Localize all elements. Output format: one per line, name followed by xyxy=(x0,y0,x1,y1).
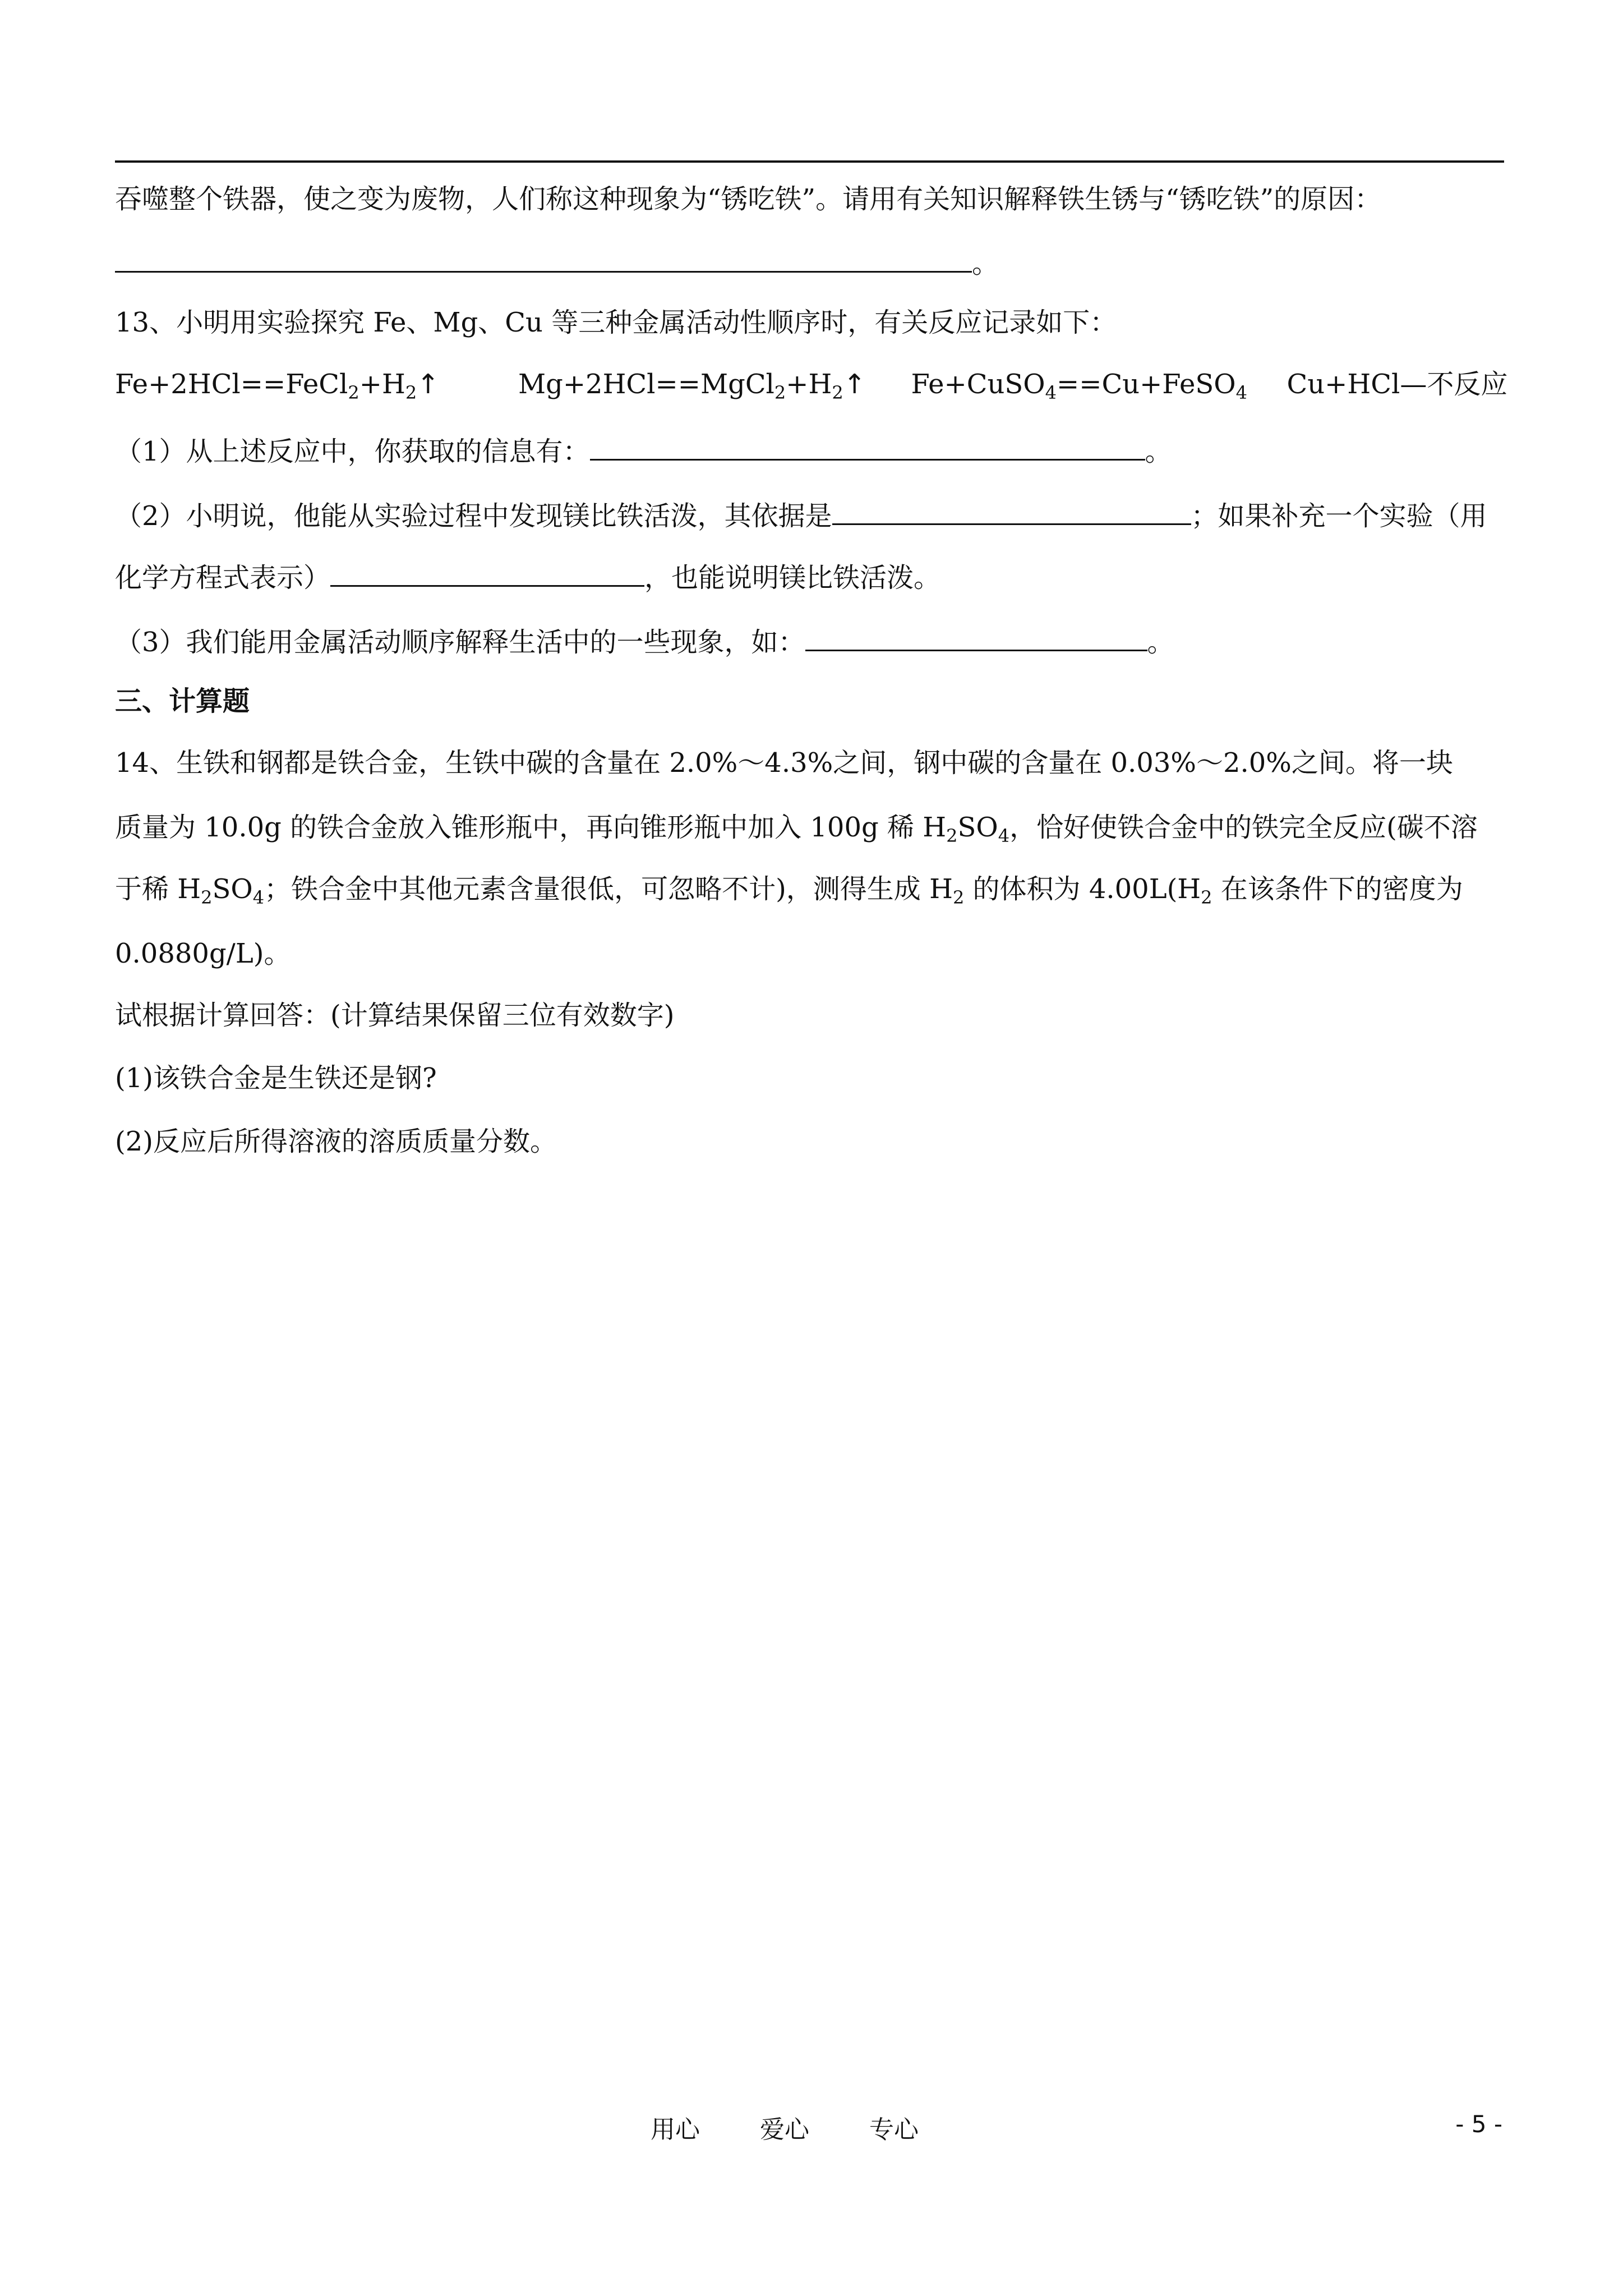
equation-cu-hcl: Cu+HCl—不反应 xyxy=(1287,369,1508,400)
footer-text-1: 用心 xyxy=(651,2115,700,2144)
blank-part2-equation[interactable] xyxy=(330,558,644,587)
q14-instruction: 试根据计算回答：(计算结果保留三位有效数字) xyxy=(115,1000,675,1031)
equation-fe-hcl: $Fe+2HCl==FeCl_2+H_2↑$ xyxy=(115,369,440,403)
q14-line4: 0.0880g/L)。 xyxy=(115,938,291,969)
equation-fe-cuso4: Fe+CuSO$_4$==Cu+FeSO$_4$ xyxy=(911,369,1247,403)
q14-sub1: (1)该铁合金是生铁还是钢? xyxy=(115,1062,437,1094)
blank-part1[interactable] xyxy=(590,432,1145,461)
blank-rust[interactable] xyxy=(115,244,972,273)
q13-equations xyxy=(115,367,1507,401)
footer-text-3: 专心 xyxy=(869,2115,919,2144)
q13-part2-line1: （2）小明说，他能从实验过程中发现镁比铁活泼，其依据是 ；如果补充一个实验（用 xyxy=(115,496,1487,533)
page-number: - 5 - xyxy=(1455,2110,1502,2138)
section-heading: 三、计算题 xyxy=(115,685,250,717)
equation-mg-hcl: $Mg+2HCl==MgCl_2+H_2↑$ xyxy=(518,369,866,403)
footer-text-2: 爱心 xyxy=(760,2115,809,2144)
q14-sub2: (2)反应后所得溶液的溶质质量分数。 xyxy=(115,1126,557,1157)
q13-part2-line2: 化学方程式表示） ，也能说明镁比铁活泼。 xyxy=(115,558,940,595)
q14-line1: 14、生铁和钢都是铁合金，生铁中碳的含量在 2.0%～4.3%之间，钢中碳的含量在 0.03%～2.0%之间。将一块 xyxy=(115,747,1453,779)
q13-part3: （3）我们能用金属活动顺序解释生活中的一些现象，如： 。 xyxy=(115,623,1174,659)
end-mark: 。 xyxy=(972,248,999,279)
q14-line2: 质量为 10.0g 的铁合金放入锥形瓶中，再向锥形瓶中加入 100g 稀 $H_2SO_4$，恰好使铁合金中的铁完全反应(碳不溶 xyxy=(115,812,1478,846)
q13-stem: 13、小明用实验探究 Fe、Mg、Cu 等三种金属活动性顺序时，有关反应记录如下： xyxy=(115,307,1117,338)
blank-part3[interactable] xyxy=(805,623,1147,651)
q14-line3: 于稀 $H_2SO_4$；铁合金中其他元素含量很低，可忽略不计)，测得生成 $H_2$ 的体积为 $4.00L(H_2$ 在该条件下的密度为 xyxy=(115,873,1463,908)
intro-line: 吞噬整个铁器，使之变为废物，人们称这种现象为“锈吃铁”。请用有关知识解释铁生锈与“锈吃铁”的原因： xyxy=(115,183,1382,215)
q13-part1: （1）从上述反应中，你获取的信息有： 。 xyxy=(115,432,1172,468)
header-rule xyxy=(115,160,1504,163)
blank-part2-basis[interactable] xyxy=(832,496,1191,525)
answer-line-rust xyxy=(115,244,999,280)
